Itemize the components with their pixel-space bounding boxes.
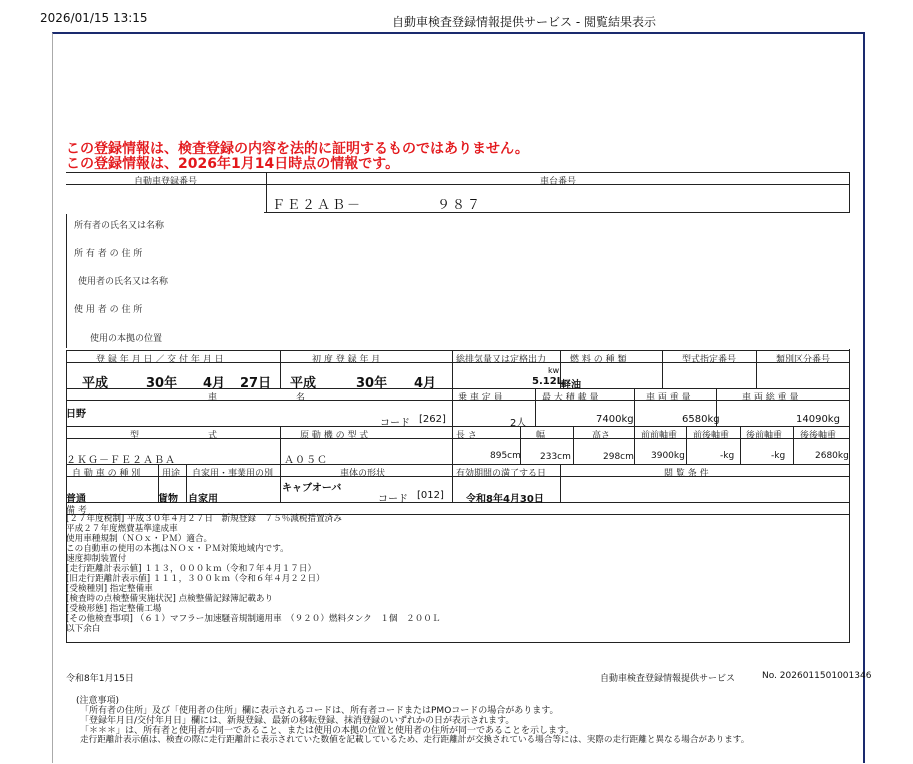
remark-line: [受検種別] 指定整備車 [66,584,153,594]
width-value: 233cm [540,452,571,462]
gross-weight-value: 14090kg [796,414,840,425]
reg-no-label: 自動車登録番号 [134,177,198,187]
remark-line: [検査時の点検整備実施状況] 点検整備記録簿記載あり [66,594,274,604]
weight-label: 車 両 重 量 [646,393,691,403]
body-shape-label: 車体の形状 [340,469,386,479]
remark-line: 以下余白 [66,624,101,634]
height-label: 高さ [592,431,611,441]
reg-month: 4月 [203,376,226,391]
body-code-label: コード [378,494,408,505]
model-value: ２ＫＧ－ＦＥ２ＡＢＡ [66,455,176,466]
chassis-no-value: ＦＥ２ＡＢ－ ９８７ [272,198,483,213]
fuel-value: 軽油 [561,380,581,391]
model-label-2: 式 [208,431,218,441]
name-label: 名 [296,393,306,403]
rear-rear-axle-value: 2680kg [815,451,849,461]
owner-address-label: 所 有 者 の 住 所 [74,249,143,259]
rear-front-axle-value: -kg [771,451,786,461]
vehicle-kind-label: 自 動 車 の 種 別 [72,469,141,479]
print-datetime: 2026/01/15 13:15 [40,11,148,25]
remark-line: 平成２７年度燃費基準達成車 [66,524,178,534]
footer-service: 自動車検査登録情報提供サービス [600,674,736,684]
chassis-no-label: 車台番号 [540,177,577,187]
user-name-label: 使用者の氏名又は名称 [78,277,169,287]
model-label: 型 [130,431,140,441]
rear-front-axle-label: 後前軸重 [746,431,783,441]
note-item: 「所有者の住所」及び「使用者の住所」欄に表示されるコードは、所有者コードまたはPMOコードの場合があります。 [80,706,559,716]
remark-line: [受検形態] 指定整備工場 [66,604,162,614]
base-location-label: 使用の本拠の位置 [90,334,163,344]
engine-value: Ａ０５Ｃ [284,455,328,466]
length-value: 895cm [490,451,521,461]
displacement-value: 5.12L [532,376,564,387]
note-item: 「登録年月日/交付年月日」欄には、新規登録、最新の移転登録、抹消登録のいずれかの日が表示されます。 [80,716,515,726]
notes-heading: (注意事項) [76,696,120,706]
maker-value: 日野 [66,409,86,420]
front-front-axle-label: 前前軸重 [641,431,678,441]
viewing-conditions-label: 閲 覧 条 件 [664,469,709,479]
note-item: 走行距離計表示値は、検査の際に走行距離計に表示されていた数値を記載しているため、走行距離計が交換されている場合等には、実際の走行距離と異なる場合があります。 [80,735,750,745]
expiry-value: 令和8年4月30日 [466,494,544,505]
expiry-label: 有効期間の満了する日 [456,469,547,479]
maker-label: 車 [208,393,218,403]
capacity-label: 乗 車 定 員 [458,393,503,403]
front-rear-axle-label: 前後軸重 [693,431,730,441]
rear-rear-axle-label: 後後軸重 [800,431,837,441]
remark-line: [２７年度税制] 平成３０年４月２７日 新規登録 ７５％減税措置済み [66,514,342,524]
remark-line: 使用車種規制（ＮＯｘ・ＰＭ）適合。 [66,534,213,544]
reg-date-label: 登 録 年 月 日 ／ 交 付 年 月 日 [96,355,224,365]
legal-warning: この登録情報は、検査登録の内容を法的に証明するものではありません。 [66,141,529,157]
remarks-label: 備 考 [66,506,87,516]
footer-number: No. 2026011501001346 [762,671,872,681]
first-reg-year: 30年 [356,376,388,391]
footer-date: 令和8年1月15日 [66,674,134,684]
private-business-value: 自家用 [188,494,218,505]
first-reg-month: 4月 [414,376,437,391]
name-code-value: [262] [419,414,446,425]
owner-name-label: 所有者の氏名又は名称 [74,221,165,231]
usage-label: 用途 [162,469,181,479]
front-rear-axle-value: -kg [720,451,735,461]
remark-line: [旧走行距離計表示値] １１１，３００ｋｍ（令和６年４月２２日） [66,574,325,584]
reg-era: 平成 [82,376,109,391]
width-label: 幅 [536,431,546,441]
remark-line: [走行距離計表示値] １１３，０００ｋｍ（令和７年４月１７日） [66,564,317,574]
name-code-label: コード [380,418,410,429]
first-reg-era: 平成 [290,376,317,391]
length-label: 長 さ [456,431,477,441]
capacity-value: 2人 [510,418,527,429]
user-address-label: 使 用 者 の 住 所 [74,305,143,315]
weight-value: 6580kg [682,414,720,425]
displacement-label: 総排気量又は定格出力 [456,355,547,365]
reg-day: 27日 [240,376,272,391]
date-warning: この登録情報は、2026年1月14日時点の情報です。 [66,156,400,172]
page-title: 自動車検査登録情報提供サービス - 閲覧結果表示 [392,15,656,29]
height-value: 298cm [603,452,634,462]
engine-label: 原 動 機 の 型 式 [300,431,369,441]
body-shape-value: キャブオーバ [282,483,342,494]
private-business-label: 自家用・事業用の別 [192,469,274,479]
type-designation-label: 型式指定番号 [682,355,737,365]
category-no-label: 類別区分番号 [776,355,831,365]
remark-line: [その他検査事項] （６１）マフラー加速騒音規制適用車 （９２０）燃料タンク １個 ２００Ｌ [66,614,441,624]
front-front-axle-value: 3900kg [651,451,685,461]
gross-weight-label: 車 両 総 重 量 [742,393,799,403]
max-load-label: 最 大 積 載 量 [542,393,599,403]
usage-value: 貨物 [158,494,178,505]
fuel-label: 燃 料 の 種 類 [570,355,627,365]
remark-line: 速度抑制装置付 [66,554,127,564]
reg-year: 30年 [146,376,178,391]
body-code-value: [012] [417,490,444,501]
vehicle-kind-value: 普通 [66,494,86,505]
remark-line: この自動車の使用の本拠はＮＯｘ・ＰＭ対策地域内です。 [66,544,289,554]
first-reg-label: 初 度 登 録 年 月 [312,355,381,365]
kw-unit: kw [548,366,560,375]
note-item: 「＊＊＊」は、所有者と使用者が同一であること、または使用の本拠の位置と使用者の住所が同一であることを示します。 [80,726,575,736]
max-load-value: 7400kg [596,414,634,425]
